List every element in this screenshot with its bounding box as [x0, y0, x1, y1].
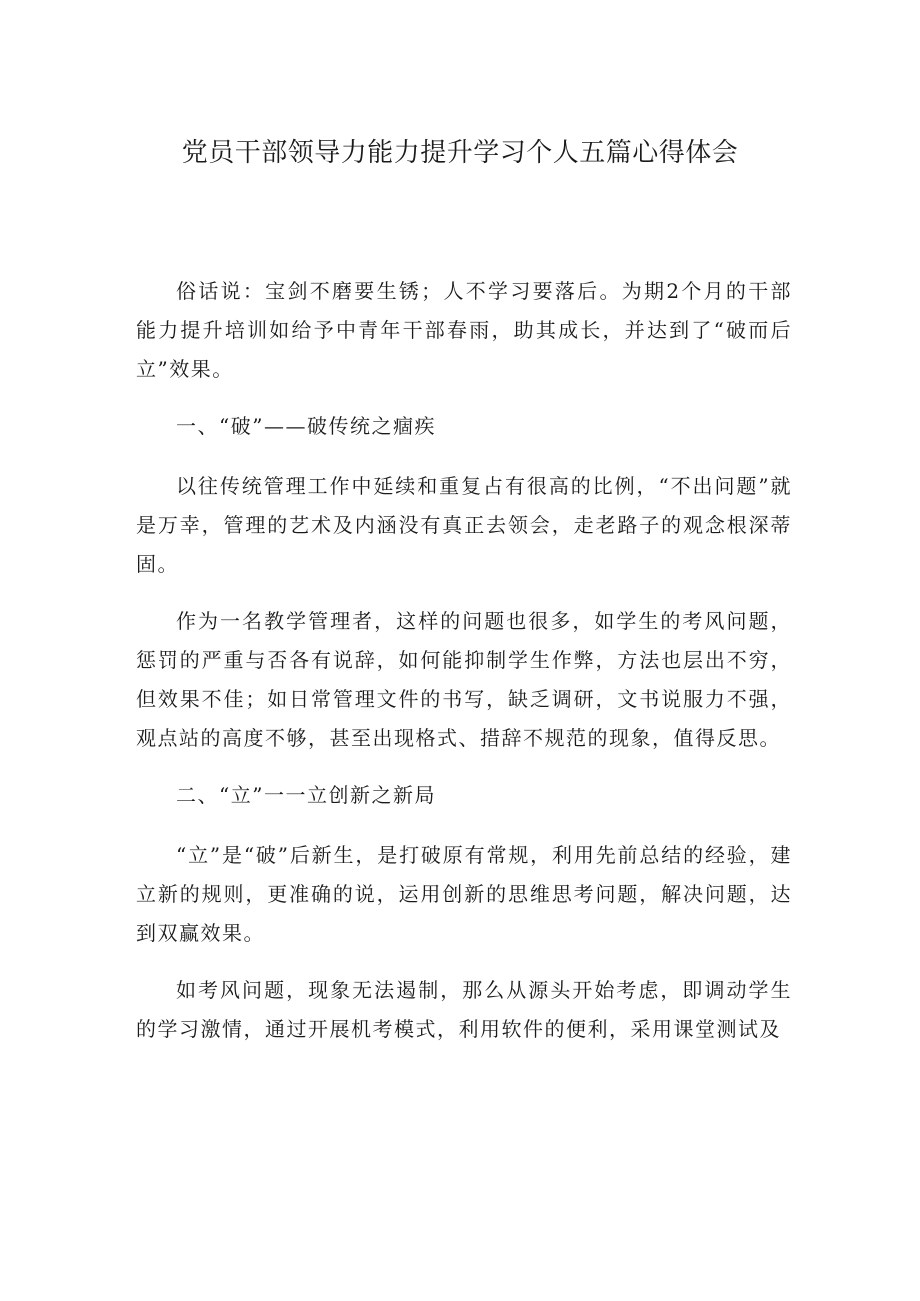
section-heading-1: 一、“破”——破传统之痼疾: [176, 414, 436, 438]
body-paragraph: “立”是“破”后新生，是打破原有常规，利用先前总结的经验，建立新的规则，更准确的说，运用创新的思维思考问题，解决问题，达到双赢效果。: [136, 843, 792, 945]
body-paragraph: 作为一名教学管理者，这样的问题也很多，如学生的考风问题，惩罚的严重与否各有说辞，如何能抑制学生作弊，方法也层出不穷，但效果不佳；如日常管理文件的书写，缺乏调研，文书说服力不强，观点站的高度不够，甚至出现格式、措辞不规范的现象，值得反思。: [136, 609, 792, 750]
body-paragraph: 如考风问题，现象无法遏制，那么从源头开始考虑，即调动学生的学习激情，通过开展机考模式，利用软件的便利，采用课堂测试及: [136, 978, 792, 1041]
document-title: 党员干部领导力能力提升学习个人五篇心得体会: [181, 138, 739, 168]
section-heading-2: 二、“立”一一立创新之新局: [176, 783, 436, 807]
body-paragraph: 以往传统管理工作中延续和重复占有很高的比例，“不出问题”就是万幸，管理的艺术及内涵没有真正去领会，走老路子的观念根深蒂固。: [136, 474, 792, 576]
intro-paragraph: 俗话说：宝剑不磨要生锈；人不学习要落后。为期2个月的干部能力提升培训如给予中青年干部春雨，助其成长，并达到了“破而后立”效果。: [136, 279, 792, 381]
document-body: [136, 272, 792, 1067]
